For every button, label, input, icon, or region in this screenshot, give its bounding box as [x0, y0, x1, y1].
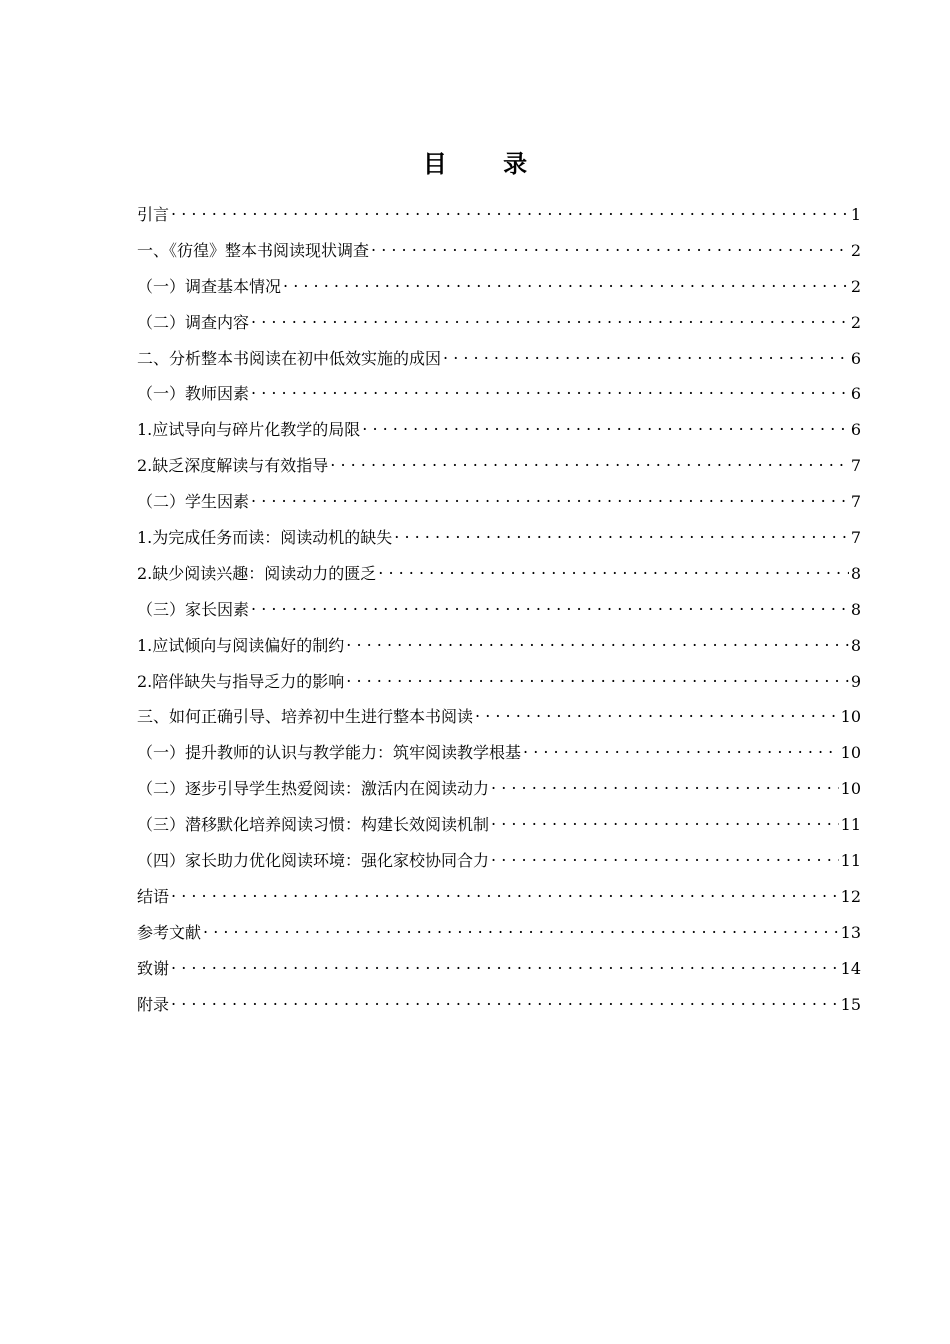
toc-entry[interactable]	[137, 520, 861, 556]
toc-entry[interactable]	[137, 699, 861, 735]
toc-entry-label: （三）潜移默化培养阅读习惯：构建长效阅读机制	[137, 815, 490, 835]
toc-entry-page-number: 7	[850, 456, 861, 476]
toc-entry-page-number: 7	[850, 492, 861, 512]
toc-entry-page-number: 10	[840, 707, 861, 727]
toc-entry-label: （一）调查基本情况	[137, 276, 282, 296]
toc-entry[interactable]	[137, 735, 861, 771]
toc-dot-leader	[523, 738, 839, 758]
toc-entry-label: （一）提升教师的认识与教学能力：筑牢阅读教学根基	[137, 743, 522, 763]
toc-entry-label: 附录	[137, 994, 170, 1014]
toc-dot-leader	[251, 379, 849, 399]
toc-entry-page-number: 10	[840, 743, 861, 763]
toc-entry-page-number: 11	[840, 815, 861, 835]
toc-entry-page-number: 8	[850, 635, 861, 655]
toc-entry-page-number: 15	[840, 994, 861, 1014]
toc-entry[interactable]	[137, 448, 861, 484]
toc-entry-label: 三、如何正确引导、培养初中生进行整本书阅读	[137, 707, 474, 727]
toc-dot-leader	[346, 667, 849, 687]
toc-entry-label: 一、《彷徨》整本书阅读现状调查	[137, 240, 370, 260]
toc-entry-label: 引言	[137, 205, 170, 224]
toc-dot-leader	[394, 523, 849, 543]
toc-entry-page-number: 7	[850, 528, 861, 548]
toc-dot-leader	[171, 882, 839, 902]
toc-entry-page-number: 10	[840, 779, 861, 799]
toc-dot-leader	[362, 415, 849, 435]
toc-dot-leader	[378, 559, 849, 579]
toc-entry-page-number: 2	[850, 276, 861, 296]
toc-dot-leader	[346, 631, 849, 651]
toc-entry[interactable]	[137, 592, 861, 628]
toc-entry-page-number: 6	[850, 420, 861, 440]
toc-entry[interactable]	[137, 556, 861, 592]
toc-entry-label: 2.缺乏深度解读与有效指导	[137, 456, 329, 476]
toc-entry-page-number: 6	[850, 348, 861, 368]
toc-entry-label: 结语	[137, 886, 170, 906]
toc-entry[interactable]	[137, 376, 861, 412]
toc-entry-label: 1.为完成任务而读：阅读动机的缺失	[137, 528, 393, 548]
toc-entry-page-number: 11	[840, 851, 861, 871]
toc-entry-label: 2.陪伴缺失与指导乏力的影响	[137, 671, 345, 691]
toc-entry-label: （三）家长因素	[137, 599, 250, 619]
toc-entry-label: 致谢	[137, 958, 170, 978]
toc-entry-label: 参考文献	[137, 922, 202, 942]
toc-entry-label: （二）调查内容	[137, 312, 250, 332]
toc-entry-page-number: 2	[850, 312, 861, 332]
toc-entry-label: 1.应试倾向与阅读偏好的制约	[137, 635, 345, 655]
toc-dot-leader	[283, 272, 849, 292]
toc-entry-page-number: 13	[840, 922, 861, 942]
toc-entry-page-number: 6	[850, 384, 861, 404]
toc-entry[interactable]	[137, 951, 861, 987]
toc-entry[interactable]	[137, 197, 861, 233]
toc-dot-leader	[251, 487, 849, 507]
toc-entry-label: 1.应试导向与碎片化教学的局限	[137, 420, 361, 440]
toc-entry[interactable]	[137, 628, 861, 664]
toc-entry[interactable]	[137, 664, 861, 700]
toc-entry-label: （二）学生因素	[137, 492, 250, 512]
toc-dot-leader	[371, 236, 849, 256]
toc-entry-page-number: 8	[850, 563, 861, 583]
toc-entry[interactable]	[137, 305, 861, 341]
toc-entry[interactable]	[137, 484, 861, 520]
toc-entry-page-number: 14	[840, 958, 861, 978]
toc-title: 目 录	[422, 150, 552, 178]
toc-entry-label: （四）家长助力优化阅读环境：强化家校协同合力	[137, 851, 490, 871]
toc-dot-leader	[203, 918, 839, 938]
toc-dot-leader	[491, 846, 839, 866]
toc-entry-label: 二、分析整本书阅读在初中低效实施的成因	[137, 348, 442, 368]
toc-entry[interactable]	[137, 843, 861, 879]
toc-dot-leader	[475, 702, 839, 722]
toc-dot-leader	[171, 954, 839, 974]
toc-entry-page-number: 1	[850, 205, 861, 224]
toc-entry-page-number: 8	[850, 599, 861, 619]
toc-entry[interactable]	[137, 879, 861, 915]
toc-entry-label: 2.缺少阅读兴趣：阅读动力的匮乏	[137, 563, 377, 583]
toc-entry-page-number: 9	[850, 671, 861, 691]
toc-entry-label: （二）逐步引导学生热爱阅读：激活内在阅读动力	[137, 779, 490, 799]
toc-entry[interactable]	[137, 807, 861, 843]
toc-entry-page-number: 12	[840, 886, 861, 906]
toc-dot-leader	[330, 451, 849, 471]
toc-entry[interactable]	[137, 915, 861, 951]
toc-entry[interactable]	[137, 771, 861, 807]
toc-entry[interactable]	[137, 412, 861, 448]
toc-dot-leader	[251, 308, 849, 328]
toc-dot-leader	[443, 344, 849, 364]
toc-entry[interactable]	[137, 341, 861, 377]
toc-entry[interactable]	[137, 987, 861, 1023]
toc-entry[interactable]	[137, 233, 861, 269]
toc-dot-leader	[491, 774, 839, 794]
toc-entry[interactable]	[137, 269, 861, 305]
toc-dot-leader	[491, 810, 839, 830]
toc-dot-leader	[171, 990, 839, 1010]
toc-dot-leader	[171, 200, 849, 220]
toc-entry-page-number: 2	[850, 240, 861, 260]
toc-entry-label: （一）教师因素	[137, 384, 250, 404]
toc-dot-leader	[251, 595, 849, 615]
table-of-contents	[137, 197, 861, 1022]
